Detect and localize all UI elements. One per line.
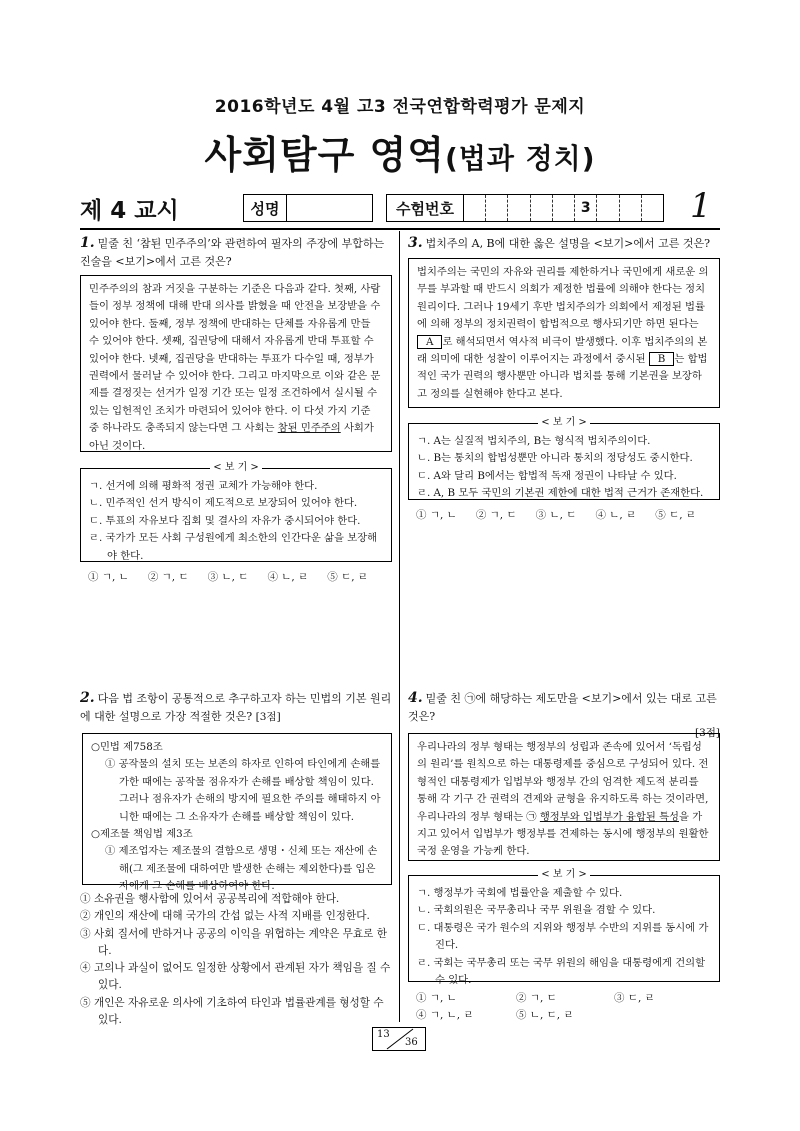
passage-text: 우리나라의 정부 형태는 행정부의 성립과 존속에 있어서 ‘독립성의 원리’를 원칙으로 하는 대통령제를 중심으로 구성되어 있다. 전형적인 대통령제가 입법부와 행정부 간의 엄격한 제도적 분리를 통해 각 기구 간 권력의 견제와 균형을 유지하도록 하는 것이라면, 우리나라의 정부 형태는 ㉠	[417, 741, 709, 823]
question-1-passage	[80, 275, 392, 452]
question-3-bogi-box	[408, 417, 720, 500]
answer-choice[interactable]: ③ ㄷ, ㄹ	[614, 992, 655, 1004]
passage-text: 사회가 아닌 것이다.	[89, 422, 374, 452]
blank-box-b: B	[649, 352, 675, 366]
title-subject: (법과 정치)	[444, 142, 596, 175]
question-4-score: [3점]	[694, 727, 720, 739]
underlined-phrase: 행정부와 입법부가 융합된 특성	[539, 810, 679, 823]
name-field[interactable]	[243, 194, 373, 222]
exam-number-digit[interactable]	[553, 195, 575, 221]
answer-choice[interactable]: ④ 고의나 과실이 없어도 일정한 상황에서 관계된 자가 책임을 질 수 있다.	[80, 962, 391, 992]
question-2-law-box	[82, 733, 392, 893]
question-1-bogi-box	[80, 462, 392, 562]
answer-choice[interactable]: ③ 사회 질서에 반하거나 공공의 이익을 위협하는 계약은 무효로 한다.	[80, 927, 387, 957]
answer-choice[interactable]: ① 소유권을 행사함에 있어서 공공복리에 적합해야 한다.	[80, 893, 340, 905]
exam-title	[0, 124, 800, 179]
answer-choice[interactable]: ② ㄱ, ㄷ	[475, 509, 517, 521]
exam-number-digit[interactable]	[642, 195, 663, 221]
passage-text: 민주주의의 참과 거짓을 구분하는 기준은 다음과 같다. 첫째, 사람들이 정부 정책에 대해 반대 의사를 밝혔을 때 안전을 보장받을 수 있어야 한다. 둘째, 정부 정책에 반대하는 단체를 자유롭게 만들 수 있어야 한다. 셋째, 집권당에 대해서 자유롭게 반대 투표할 수 있어야 한다. 넷째, 집권당을 반대하는 투표가 다수일 때, 정부가 권력에서 물러날 수 있어야 한다. 그리고 마지막으로 이와 같은 문제를 결정짓는 선거가 일정 기간 또는 일정 조건하에서 실시될 수 있는 입헌적인 조치가 마련되어 있어야 한다. 이 다섯 가지 기준 중 하나라도 충족되지 않는다면 그 사회는	[89, 283, 381, 435]
bogi-item: ㄹ. 국회는 국무총리 또는 국무 위원의 해임을 대통령에게 건의할 수 있다.	[417, 956, 706, 987]
answer-choice[interactable]: ④ ㄱ, ㄴ, ㄹ	[416, 1009, 474, 1021]
question-3-stem	[408, 235, 720, 253]
question-3-passage	[408, 258, 720, 408]
exam-number-digit[interactable]	[508, 195, 530, 221]
answer-choice[interactable]: ④ ㄴ, ㄹ	[595, 509, 637, 521]
question-4-bogi-box	[408, 869, 720, 987]
question-1-choices	[88, 569, 387, 584]
bogi-item: ㄷ. A와 달리 B에서는 합법적 독재 정권이 나타날 수 있다.	[417, 469, 677, 482]
exam-number-digit[interactable]	[620, 195, 642, 221]
answer-choice[interactable]: ② ㄱ, ㄷ	[516, 992, 557, 1004]
law-body: ① 제조업자는 제조물의 결함으로 생명・신체 또는 재산에 손해(그 제조물에 대하여만 발생한 손해는 제외한다)를 입은 자에게 그 손해를 배상하여야 한다.	[105, 845, 378, 893]
passage-text: 로 해석되면서 역사적 비극이 발생했다. 이후 법치주의의 본래 의미에 대한 성찰이 이루어지는 과정에서 중시된	[417, 335, 708, 366]
exam-number-digit[interactable]	[464, 195, 486, 221]
bogi-item: ㄹ. A, B 모두 국민의 기본권 제한에 대한 법적 근거가 존재한다.	[417, 487, 704, 500]
answer-choice[interactable]: ① ㄱ, ㄴ	[416, 992, 457, 1004]
question-4-number: 4.	[408, 690, 423, 706]
exam-number-digit[interactable]: 3	[575, 195, 597, 221]
bogi-item: ㄱ. A는 실질적 법치주의, B는 형식적 법치주의이다.	[417, 435, 651, 447]
title-main: 사회탐구 영역	[204, 133, 445, 177]
bogi-item: ㄷ. 투표의 자유보다 집회 및 결사의 자유가 중시되어야 한다.	[89, 514, 361, 527]
question-2-score: [3점]	[255, 710, 281, 723]
passage-text: 을 가지고 있어서 입법부가 행정부를 견제하는 동시에 행정부의 원활한 국정 운영을 가능케 한다.	[417, 810, 709, 858]
question-2-number: 2.	[80, 690, 95, 706]
bogi-title: < 보 기 >	[538, 417, 590, 428]
answer-choice[interactable]: ⑤ ㄴ, ㄷ, ㄹ	[516, 1009, 574, 1021]
bogi-item: ㄱ. 선거에 의해 평화적 정권 교체가 가능해야 한다.	[89, 480, 318, 492]
passage-text: 법치주의는 국민의 자유와 권리를 제한하거나 국민에게 새로운 의무를 부과할 때 반드시 의회가 제정한 법률에 의해야 한다는 정치 원리이다. 그러나 19세기 후반 법치주의가 의회에서 제정된 법률에 의해 정부의 정치권력이 합법적으로 행사되기만 하면 된다는	[417, 266, 709, 331]
exam-number-field[interactable]	[386, 194, 664, 222]
answer-choice[interactable]: ② ㄱ, ㄷ	[147, 571, 189, 583]
bogi-item: ㄴ. 국회의원은 국무총리나 국무 위원을 겸할 수 있다.	[417, 904, 656, 917]
column-divider	[399, 231, 400, 1022]
page-indicator	[372, 1027, 426, 1051]
exam-number-digit[interactable]	[486, 195, 508, 221]
law-title: ○민법 제758조	[91, 741, 163, 753]
header-rule	[80, 228, 720, 230]
question-1-number: 1.	[80, 235, 95, 251]
answer-choice[interactable]: ⑤ ㄷ, ㄹ	[327, 571, 369, 583]
question-2-text: 다음 법 조항이 공통적으로 추구하고자 하는 민법의 기본 원리에 대한 설명으로 가장 적절한 것은?	[80, 692, 392, 723]
answer-choice[interactable]: ③ ㄴ, ㄷ	[535, 509, 577, 521]
period-label: 제 4 교시	[80, 198, 179, 224]
question-3-number: 3.	[408, 235, 423, 251]
current-page: 13	[377, 1029, 390, 1040]
bogi-title: < 보 기 >	[538, 869, 590, 880]
bogi-item: ㄴ. B는 통치의 합법성뿐만 아니라 통치의 정당성도 중시한다.	[417, 452, 693, 465]
page-number: 1	[690, 186, 712, 226]
passage-text: 는 합법적인 국가 권력의 행사뿐만 아니라 법치를 통해 기본권을 보장하고 정의를 실현해야 한다고 본다.	[417, 353, 708, 400]
name-input-area[interactable]	[287, 195, 372, 221]
question-4-text: 밑줄 친 ㉠에 해당하는 제도만을 <보기>에서 있는 대로 고른 것은?	[408, 692, 717, 723]
underlined-phrase: 참된 민주주의	[277, 422, 341, 435]
law-title: ○제조물 책임법 제3조	[91, 828, 193, 841]
question-1-stem	[80, 235, 392, 270]
answer-choice[interactable]: ⑤ ㄷ, ㄹ	[655, 509, 697, 521]
question-3-text: 법치주의 A, B에 대한 옳은 설명을 <보기>에서 고른 것은?	[425, 237, 710, 250]
answer-choice[interactable]: ⑤ 개인은 자유로운 의사에 기초하여 타인과 법률관계를 형성할 수 있다.	[80, 996, 384, 1027]
exam-number-digit[interactable]	[531, 195, 553, 221]
law-body: ① 공작물의 설치 또는 보존의 하자로 인하여 타인에게 손해를 가한 때에는 공작물 점유자가 손해를 배상할 책임이 있다. 그러나 점유자가 손해의 방지에 필요한 주의를 해태하지 아니한 때에는 그 소유자가 손해를 배상할 책임이 있다.	[105, 758, 381, 823]
exam-number-label: 수험번호	[387, 195, 464, 221]
answer-choice[interactable]: ③ ㄴ, ㄷ	[207, 571, 249, 583]
question-4-choices	[416, 990, 720, 1024]
total-pages: 36	[405, 1037, 418, 1048]
answer-choice[interactable]: ④ ㄴ, ㄹ	[267, 571, 309, 583]
bogi-item: ㄹ. 국가가 모든 사회 구성원에게 최소한의 인간다운 삶을 보장해야 한다.	[89, 532, 378, 562]
exam-subtitle: 2016학년도 4월 고3 전국연합학력평가 문제지	[214, 97, 586, 117]
question-4-passage	[408, 733, 720, 861]
question-2-choices	[80, 891, 392, 1029]
name-label: 성명	[244, 195, 287, 221]
bogi-item: ㄱ. 행정부가 국회에 법률안을 제출할 수 있다.	[417, 887, 623, 899]
answer-choice[interactable]: ① ㄱ, ㄴ	[416, 509, 457, 521]
question-3-choices	[416, 507, 715, 522]
blank-box-a: A	[417, 335, 442, 349]
exam-number-digit[interactable]	[597, 195, 619, 221]
bogi-item: ㄴ. 민주적인 선거 방식이 제도적으로 보장되어 있어야 한다.	[89, 497, 358, 510]
question-2-stem	[80, 690, 392, 726]
question-1-text: 밑줄 친 ‘참된 민주주의’와 관련하여 필자의 주장에 부합하는 진술을 <보기>에서 고른 것은?	[80, 237, 385, 268]
answer-choice[interactable]: ① ㄱ, ㄴ	[88, 571, 129, 583]
answer-choice[interactable]: ② 개인의 재산에 대해 국가의 간섭 없는 사적 지배를 인정한다.	[80, 910, 370, 923]
bogi-item: ㄷ. 대통령은 국가 원수의 지위와 행정부 수반의 지위를 동시에 가진다.	[417, 921, 709, 952]
bogi-title: < 보 기 >	[210, 462, 262, 473]
